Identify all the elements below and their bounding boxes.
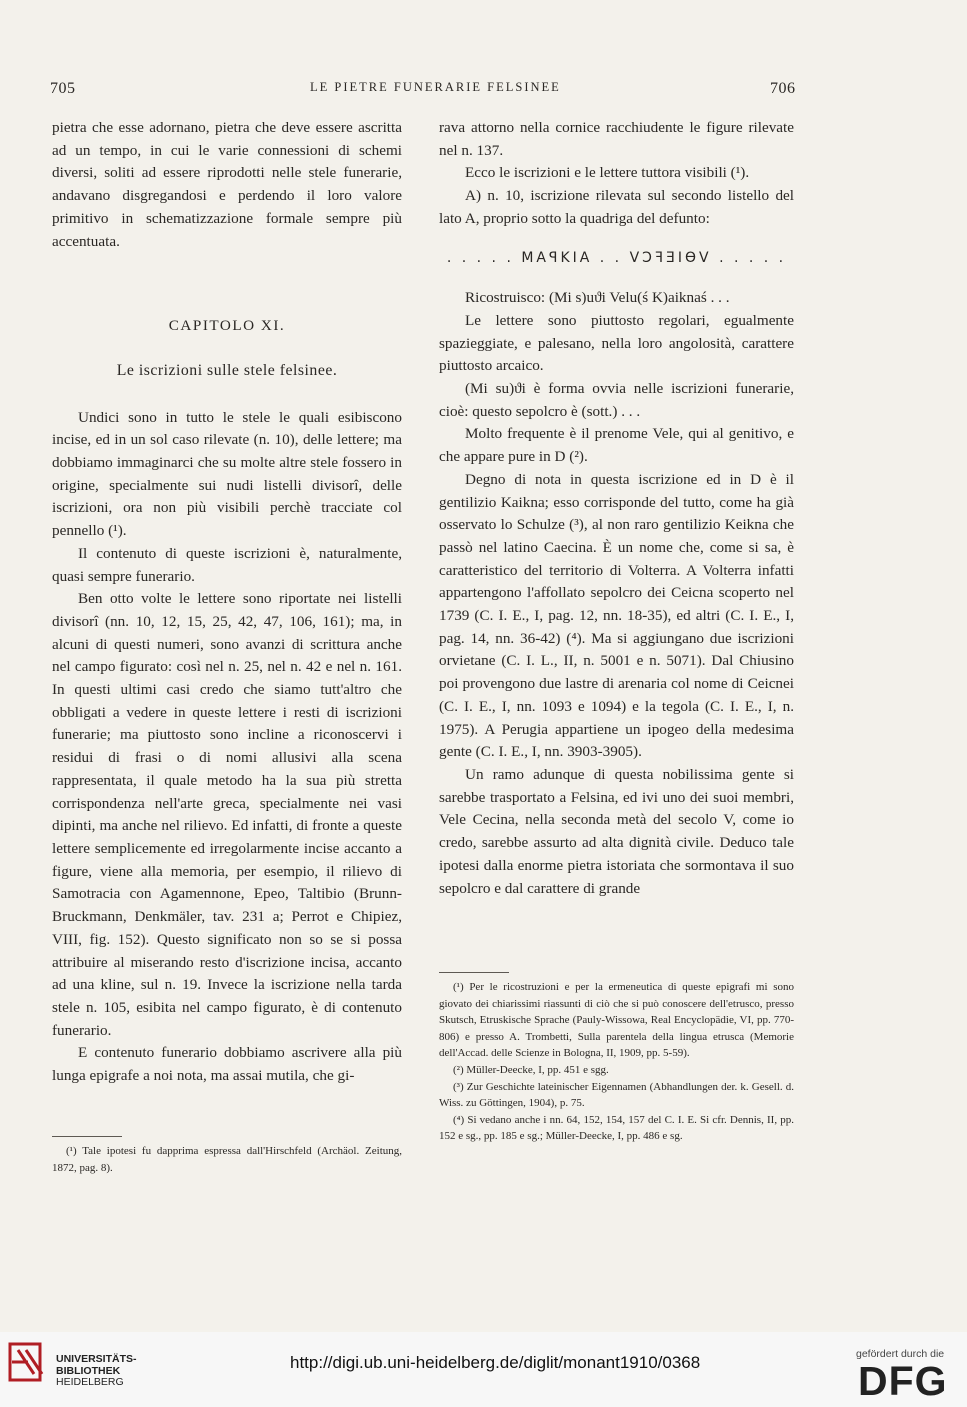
chapter-heading: CAPITOLO XI.	[168, 317, 286, 335]
page-number-left: 705	[50, 80, 76, 97]
paragraph: Il contenuto di queste iscrizioni è, naturalmente, quasi sempre funerario.	[52, 544, 402, 585]
left-column	[52, 117, 402, 1088]
footnote: (⁴) Si vedano anche i nn. 64, 152, 154, 157 del C. I. E. Si cfr. Dennis, II, pp. 152 e sg., pp. 185 e sg.; Müller-Deecke, I, pp. 486 e sg.	[439, 1113, 794, 1143]
right-footnotes	[439, 962, 794, 1145]
footnote: (¹) Tale ipotesi fu dapprima espressa dall'Hirschfeld (Archäol. Zeitung, 1872, pag. 8).	[52, 1145, 402, 1174]
funding-caption: gefördert durch die	[856, 1348, 945, 1360]
paragraph: Undici sono in tutto le stele le quali esibiscono incise, ed in un sol caso rilevate (n. 10), delle lettere; ma dobbiamo immaginarci che su molte altre stele fossero in origine, specialmente sui nudi listelli divisorî, delle iscrizioni, ora non più visibili perchè tracciate col pennello (¹).	[52, 408, 402, 540]
university-library-logo-icon	[8, 1340, 52, 1384]
paragraph: pietra che esse adornano, pietra che deve essere ascritta ad un tempo, in cui le varie connessioni di schemi diversi, soliti ad essere riprodotti nelle stele funerarie, andavano disgregandosi e perdendo il loro valore primitivo in schematizzazione formale sempre più accentuata.	[52, 119, 402, 250]
paragraph: Ecco le iscrizioni e le lettere tuttora visibili (¹).	[465, 164, 750, 182]
paragraph: Un ramo adunque di questa nobilissima gente si sarebbe trasportato a Felsina, ed ivi uno dei suoi membri, Vele Cecina, nella seconda metà del secolo V, come io credo, sarebbe assurto ad alta dignità civile. Deduco tale ipotesi dalla enorme pietra istoriata che sormontava il suo sepolcro e dal carattere di grande	[439, 765, 794, 897]
footnote: (³) Zur Geschichte lateinischer Eigennamen (Abhandlungen der. k. Gesell. d. Wiss. zu Göttingen, 1904), p. 75.	[439, 1080, 794, 1110]
section-title: Le iscrizioni sulle stele felsinee.	[116, 361, 338, 379]
left-footnotes	[52, 1126, 402, 1176]
running-title: LE PIETRE FUNERARIE FELSINEE	[310, 80, 561, 94]
footnote-rule	[439, 972, 509, 973]
university-library-name	[56, 1354, 137, 1389]
paragraph: E contenuto funerario dobbiamo ascrivere alla più lunga epigrafe a noi nota, ma assai mutila, che gi-	[52, 1044, 402, 1085]
right-column	[439, 117, 794, 900]
paragraph: Degno di nota in questa iscrizione ed in D è il gentilizio Kaikna; esso corrisponde del tutto, come ha già osservato lo Schulze (³), al non raro gentilizio Keikna che passò nel latino Caecina. È un nome che, come si sa, è caratteristico del territorio di Volterra. A Volterra infatti appartengono l'affollato sepolcro dei Ceicna scoperto nel 1739 (C. I. E., I, pag. 12, nn. 18-35), ed altri (C. I. E., I, pag. 14, nn. 36-42) (⁴). Ma si aggiungano due iscrizioni orvietane (C. I. L., II, n. 5001 e n. 5071). Dal Chiusino poi provengono due lastre di arenaria col nome di Ceicnei (C. I. E., I, nn. 1093 e 1094) e la tegola (C. I. E., I, n. 1975). A Perugia appartiene un ipogeo della medesima gente (C. I. E., I, nn. 3903-3905).	[439, 470, 794, 761]
paragraph: Ben otto volte le lettere sono riportate nei listelli divisorî (nn. 10, 12, 15, 25, 42, 47, 106, 161); ma, in alcuni di questi numeri, sono avanzi di scrittura anche nel campo figurato: così nel n. 25, nel n. 42 e nel n. 161. In questi ultimi casi credo che siamo tutt'altro che obbligati a vedere in queste lettere i resti di iscrizioni funerarie; ma piuttosto sono incline a riconoscervi i residui di frasi o di nomi allusivi alla scena rappresentata, il quale metodo ha la sua più stretta corrispondenza nell'arte greca, specialmente nei vasi dipinti, ma anche nel rilievo. Ed infatti, di fronte a queste lettere semplicemente ed irregolarmente incise accanto a figure, viene alla memoria, per esempio, il rilievo di Samotracia con Agamennone, Epeo, Taltibio (Brunn-Bruckmann, Denkmäler, tav. 231 a; Perrot e Chipiez, VIII, fig. 152). Questo significato non so se si possa attribuire al miserando resto d'iscrizione incisa, accanto ad una kline, sul n. 19. Invece la iscrizione nella tarda stele n. 105, esibita nel campo figurato, è di contenuto funerario.	[52, 590, 402, 1039]
library-line: HEIDELBERG	[56, 1376, 124, 1388]
library-line: UNIVERSITÄTS-	[56, 1353, 137, 1365]
paragraph: (Mi su)ϑi è forma ovvia nelle iscrizioni funerarie, cioè: questo sepolcro è (sott.) . . .	[439, 380, 794, 420]
footnote: (²) Müller-Deecke, I, pp. 451 e sgg.	[453, 1063, 609, 1076]
library-line: BIBLIOTHEK	[56, 1364, 121, 1377]
page-number-right: 706	[770, 80, 796, 97]
paragraph: rava attorno nella cornice racchiudente le figure rilevate nel n. 137.	[439, 119, 794, 159]
footnote-rule	[52, 1136, 122, 1137]
paragraph: Molto frequente è il prenome Vele, qui al genitivo, e che appare pure in D (²).	[439, 425, 794, 466]
paragraph: Ricostruisco: (Mi s)uϑi Velu(ś K)aiknaś . . .	[465, 289, 730, 307]
footnote: (¹) Per le ricostruzioni e per la ermeneutica di queste epigrafi mi sono giovato dei chiarissimi riassunti di ciò che si può conoscere dell'etrusco, presso Skutsch, Etruskische Sprache (Pauly-Wissowa, Real Encyclopädie, VI, pp. 770-806) e presso A. Trombetti, Sulla parentela della lingua etrusca (Memorie dell'Accad. delle Scienze in Bologna, II, 1909, pp. 5-59).	[439, 981, 794, 1060]
paragraph: A) n. 10, iscrizione rilevata sul secondo listello del lato A, proprio sotto la quadriga del defunto:	[439, 187, 794, 227]
paragraph: Le lettere sono piuttosto regolari, egualmente spazieggiate, e palesano, nella loro angolosità, carattere piuttosto arcaico.	[439, 311, 794, 375]
dfg-logo: DFG	[858, 1358, 948, 1404]
permalink-url[interactable]: http://digi.ub.uni-heidelberg.de/diglit/monant1910/0368	[290, 1353, 701, 1372]
etruscan-inscription: . . . . . MAꟼKIA . . VↃꟻƎIϴV . . . . .	[446, 249, 787, 266]
